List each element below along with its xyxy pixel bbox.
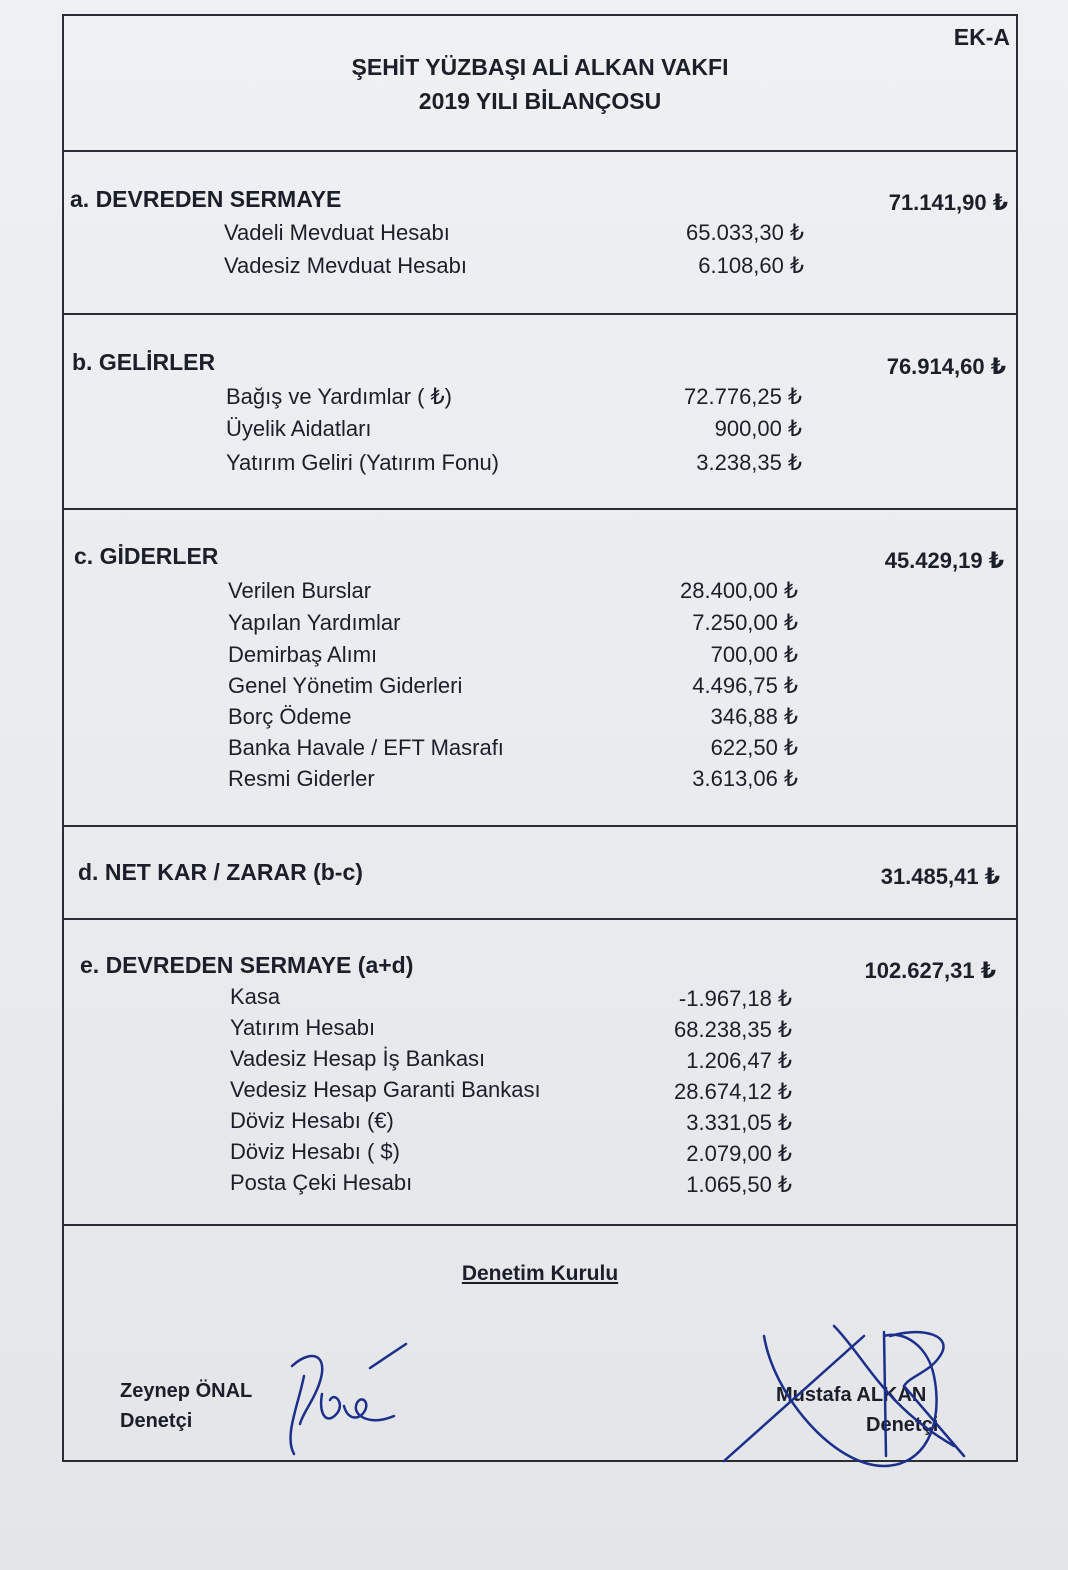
row-divider bbox=[64, 313, 1016, 315]
line-item-label: Vedesiz Hesap Garanti Bankası bbox=[230, 1077, 541, 1102]
line-item-label: Resmi Giderler bbox=[228, 766, 375, 791]
line-item-label: Borç Ödeme bbox=[228, 704, 352, 729]
right-auditor-role: Denetçi bbox=[866, 1414, 939, 1436]
line-item-amount: 622,50 ₺ bbox=[710, 735, 798, 760]
line-item-label: Yapılan Yardımlar bbox=[228, 610, 401, 635]
left-auditor-role: Denetçi bbox=[120, 1410, 193, 1432]
line-item-label: Banka Havale / EFT Masrafı bbox=[228, 735, 504, 760]
line-item-amount: -1.967,18 ₺ bbox=[678, 986, 792, 1011]
section-title: d. NET KAR / ZARAR (b-c) bbox=[78, 859, 363, 885]
section-total: 76.914,60 ₺ bbox=[886, 354, 1006, 379]
line-item-amount: 700,00 ₺ bbox=[710, 642, 798, 667]
left-auditor-name: Zeynep ÖNAL bbox=[120, 1380, 253, 1402]
line-item-label: Posta Çeki Hesabı bbox=[230, 1170, 413, 1195]
line-item-label: Vadeli Mevduat Hesabı bbox=[224, 220, 450, 245]
row-divider bbox=[64, 918, 1016, 920]
line-item-amount: 72.776,25 ₺ bbox=[684, 384, 802, 409]
row-divider bbox=[64, 1224, 1016, 1226]
line-item-label: Yatırım Hesabı bbox=[230, 1015, 376, 1040]
section-title: b. GELİRLER bbox=[72, 349, 216, 375]
line-item-amount: 3.238,35 ₺ bbox=[696, 450, 802, 475]
line-item-amount: 28.400,00 ₺ bbox=[680, 578, 798, 603]
document-title: ŞEHİT YÜZBAŞI ALİ ALKAN VAKFI bbox=[351, 54, 729, 80]
line-item-label: Verilen Burslar bbox=[228, 578, 372, 603]
line-item-amount: 28.674,12 ₺ bbox=[674, 1079, 792, 1104]
line-item-label: Döviz Hesabı (€) bbox=[230, 1108, 394, 1133]
line-item-label: Demirbaş Alımı bbox=[228, 642, 378, 667]
section-total: 31.485,41 ₺ bbox=[880, 864, 1000, 889]
line-item-amount: 65.033,30 ₺ bbox=[686, 220, 804, 245]
line-item-label: Vadesiz Mevduat Hesabı bbox=[224, 253, 467, 278]
line-item-label: Bağış ve Yardımlar ( ₺) bbox=[226, 384, 452, 409]
section-title: e. DEVREDEN SERMAYE (a+d) bbox=[80, 952, 414, 978]
line-item-label: Yatırım Geliri (Yatırım Fonu) bbox=[226, 450, 500, 475]
line-item-label: Vadesiz Hesap İş Bankası bbox=[230, 1046, 486, 1071]
line-item-amount: 1.065,50 ₺ bbox=[686, 1172, 792, 1197]
line-item-amount: 346,88 ₺ bbox=[710, 704, 798, 729]
line-item-amount: 2.079,00 ₺ bbox=[686, 1141, 792, 1166]
line-item-amount: 3.331,05 ₺ bbox=[686, 1110, 792, 1135]
line-item-label: Kasa bbox=[230, 984, 281, 1009]
line-item-label: Üyelik Aidatları bbox=[226, 416, 372, 441]
right-auditor-name: Mustafa ALKAN bbox=[776, 1384, 927, 1406]
left-signature-drawing bbox=[274, 1336, 414, 1456]
audit-committee-heading: Denetim Kurulu bbox=[461, 1262, 619, 1285]
section-total: 45.429,19 ₺ bbox=[884, 548, 1004, 573]
section-title: c. GİDERLER bbox=[74, 543, 219, 569]
row-divider bbox=[64, 508, 1016, 510]
row-divider bbox=[64, 825, 1016, 827]
balance-sheet-table bbox=[62, 14, 1018, 1462]
line-item-label: Döviz Hesabı ( $) bbox=[230, 1139, 400, 1164]
right-signature-drawing bbox=[714, 1316, 984, 1476]
line-item-amount: 68.238,35 ₺ bbox=[674, 1017, 792, 1042]
section-title: a. DEVREDEN SERMAYE bbox=[70, 186, 342, 212]
section-total: 102.627,31 ₺ bbox=[864, 958, 996, 983]
line-item-amount: 7.250,00 ₺ bbox=[692, 610, 798, 635]
document-subtitle: 2019 YILI BİLANÇOSU bbox=[418, 88, 662, 114]
line-item-label: Genel Yönetim Giderleri bbox=[228, 673, 463, 698]
row-divider bbox=[64, 150, 1016, 152]
line-item-amount: 1.206,47 ₺ bbox=[686, 1048, 792, 1073]
line-item-amount: 4.496,75 ₺ bbox=[692, 673, 798, 698]
annex-label: EK-A bbox=[953, 24, 1010, 50]
line-item-amount: 900,00 ₺ bbox=[714, 416, 802, 441]
section-total: 71.141,90 ₺ bbox=[888, 190, 1008, 215]
line-item-amount: 3.613,06 ₺ bbox=[692, 766, 798, 791]
line-item-amount: 6.108,60 ₺ bbox=[698, 253, 804, 278]
